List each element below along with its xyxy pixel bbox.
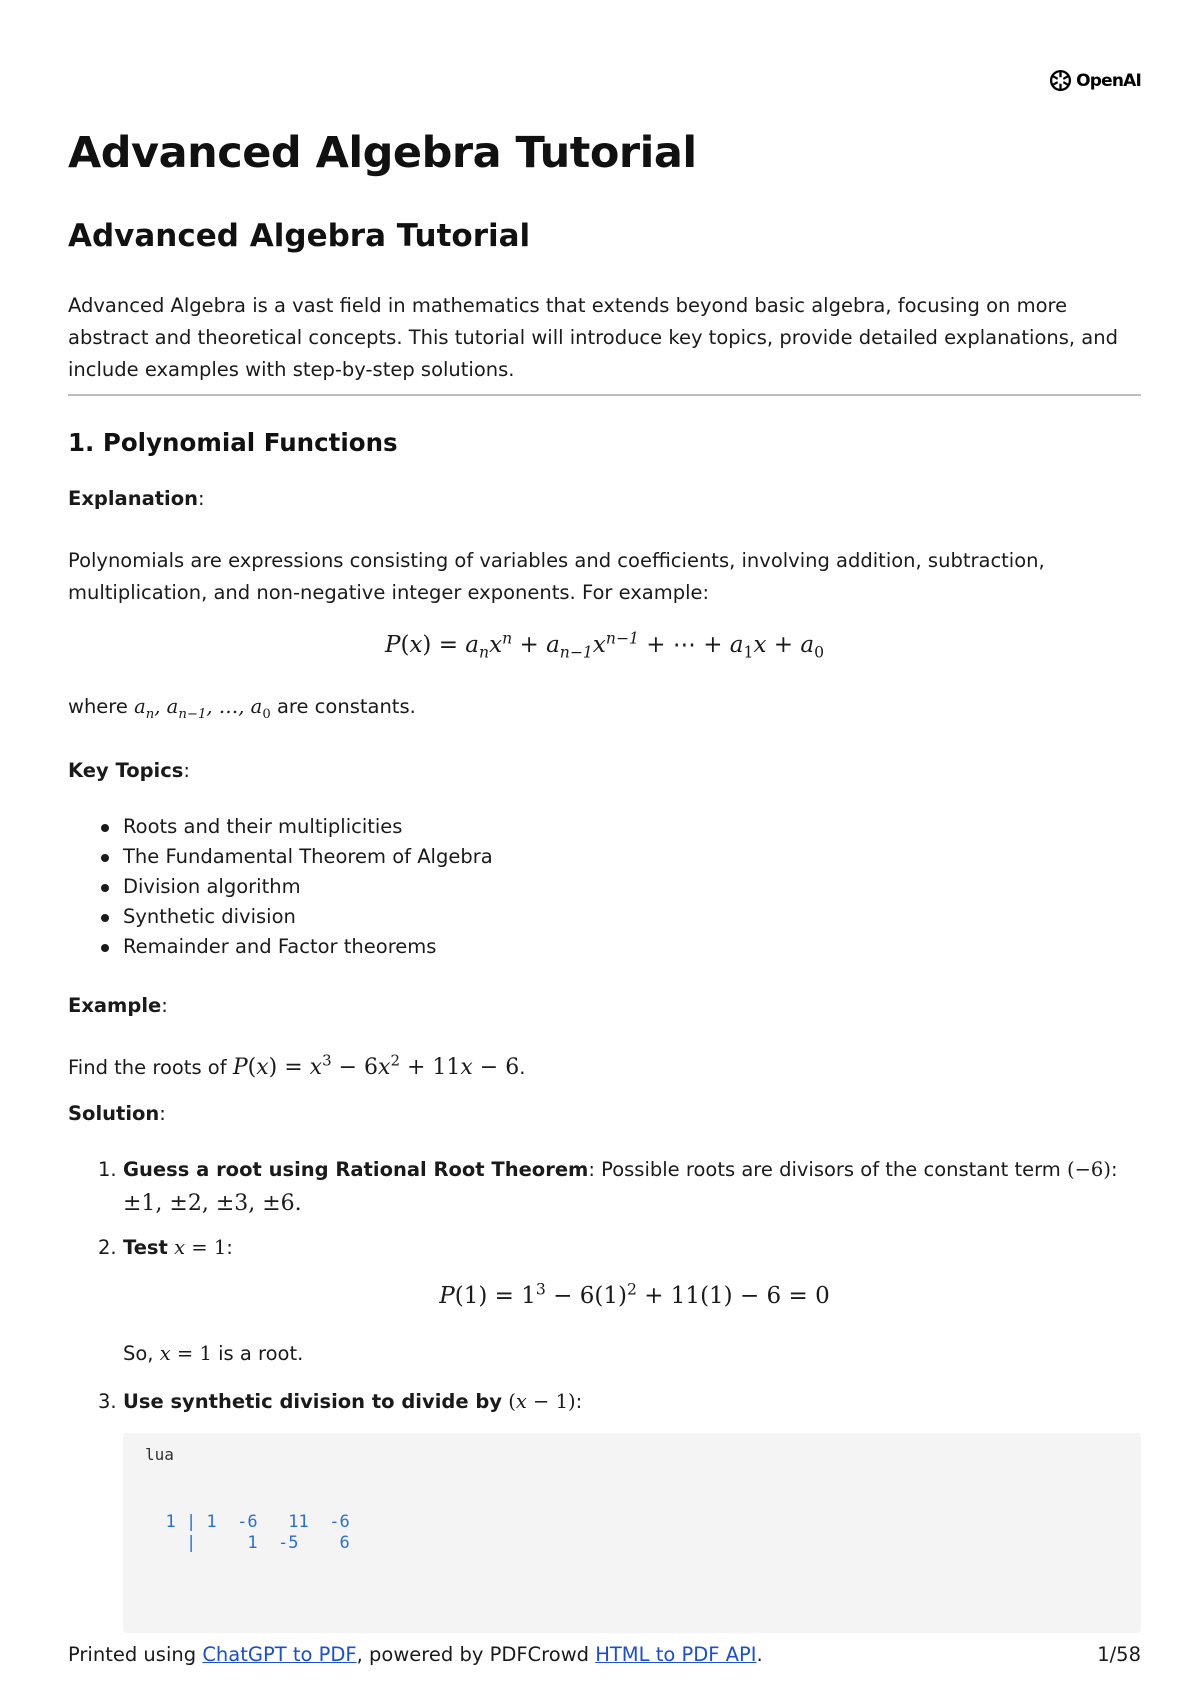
explanation-label: Explanation [68,487,199,510]
coefficients-inline-math: $a_n$, $a_{n-1}$, …, $a_0$ [134,695,271,722]
test-evaluation-formula: $P(1) = 1^3 - 6(1)^2 + 11(1) - 6 = 0$ [439,1279,830,1309]
page-footer [68,1642,1141,1668]
document-page [68,0,1141,1698]
solution-step-1: 1. Guess a root using Rational Root Theorem: Possible roots are divisors of the constant term (−6): [98,1158,1118,1181]
list-item: The Fundamental Theorem of Algebra [68,842,493,872]
example-label-line: Example: [68,994,168,1017]
example-label: Example [68,994,162,1017]
section-heading: 1. Polynomial Functions [68,428,398,457]
list-item: Remainder and Factor theorems [68,932,493,962]
explanation-text: Polynomials are expressions consisting of variables and coefficients, involving addition, subtraction, multiplication, and non-negative integer exponents. For example: [68,549,1045,604]
footer-credit: Printed using ChatGPT to PDF, powered by PDFCrowd HTML to PDF API. [68,1643,763,1666]
solution-step-3: 3. Use synthetic division to divide by (x − 1): [98,1390,583,1413]
solution-step-2: 2. Test x = 1: [98,1236,233,1259]
solution-label: Solution [68,1102,160,1125]
example-polynomial: $P(x) = x^3 - 6x^2 + 11x - 6$ [232,1051,520,1080]
solution-label-line: Solution: [68,1102,166,1125]
example-text: Find the roots of $P(x) = x^3 - 6x^2 + 11x - 6$. [68,1051,526,1080]
logo-text: OpenAI [1076,70,1141,91]
document-subtitle: Advanced Algebra Tutorial [68,218,531,254]
where-line: where $a_n$, $a_{n-1}$, …, $a_0$ are constants. [68,695,416,722]
explanation-label-line: Explanation: [68,487,205,510]
key-topics-label: Key Topics [68,759,184,782]
list-item: Roots and their multiplicities [68,812,493,842]
section-divider [68,394,1141,396]
intro-paragraph: Advanced Algebra is a vast field in mathematics that extends beyond basic algebra, focusing on more abstract and theoretical concepts. This tutorial will introduce key topics, provide detailed explanations, and include examples with step-by-step solutions. [68,294,1118,381]
page-number: 1/58 [1097,1643,1141,1666]
chatgpt-to-pdf-link[interactable]: ChatGPT to PDF [202,1643,357,1666]
candidate-roots: ±1, ±2, ±3, ±6. [123,1191,302,1216]
polynomial-formula: $P(x) = a_nx^n + a_{n-1}x^{n-1}$ + ⋯ + $a_1x + a_0$ [384,628,825,662]
code-content[interactable]: 1 | 1 -6 11 -6 | 1 -5 6 [165,1512,350,1553]
root-conclusion: So, x = 1 is a root. [123,1342,304,1365]
list-item: Synthetic division [68,902,493,932]
openai-logo-icon [1048,68,1073,93]
openai-logo [1048,68,1141,93]
code-block[interactable] [123,1433,1141,1633]
key-topics-list [68,812,493,962]
html-to-pdf-api-link[interactable]: HTML to PDF API [595,1643,757,1666]
key-topics-label-line: Key Topics: [68,759,190,782]
document-title: Advanced Algebra Tutorial [68,128,697,178]
list-item: Division algorithm [68,872,493,902]
code-language-label: lua [145,1445,174,1464]
